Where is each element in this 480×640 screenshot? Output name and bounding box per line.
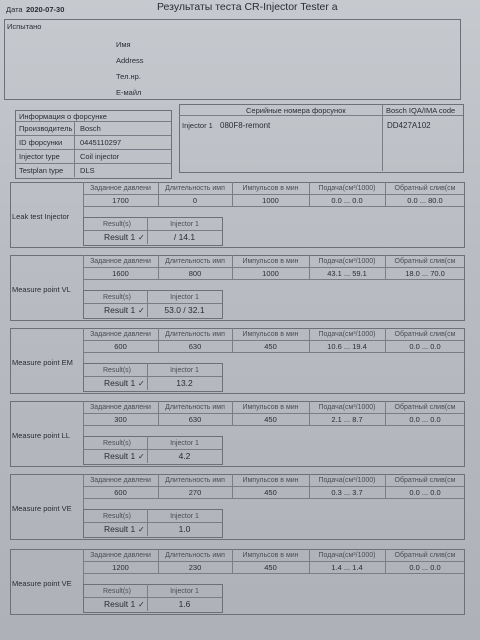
test-name: Measure point LL — [12, 431, 70, 440]
cell-pulses: 450 — [264, 488, 277, 497]
column-header: Длительность имп — [165, 331, 225, 338]
column-header: Заданное давлени — [90, 404, 151, 411]
column-header: Обратный слив(см — [394, 404, 456, 411]
cell-backflow: 0.0 ... 80.0 — [407, 196, 443, 205]
cell-backflow: 0.0 ... 0.0 — [409, 563, 441, 572]
divider — [83, 425, 464, 426]
column-header: Импульсов в мин — [242, 404, 299, 411]
cell-delivery: 1.4 ... 1.4 — [331, 563, 363, 572]
result-value: 1.6 — [178, 599, 191, 609]
code-title: Bosch IQA/IMA code — [386, 106, 456, 115]
info-value: DLS — [80, 166, 95, 175]
column-header: Импульсов в мин — [242, 552, 299, 559]
cell-duration: 630 — [188, 342, 202, 351]
test-name: Measure point VE — [12, 579, 72, 588]
info-value: Coil injector — [80, 152, 120, 161]
results-label: Result(s) — [103, 221, 132, 228]
results-label: Result(s) — [103, 588, 132, 595]
check-mark: ✓ — [138, 600, 145, 609]
column-header: Обратный слив(см — [394, 258, 456, 265]
test-name: Measure point VE — [12, 504, 72, 513]
field-name: Имя — [116, 40, 131, 49]
tested-label: Испытано — [7, 22, 42, 31]
divider — [83, 303, 222, 304]
divider — [83, 376, 222, 377]
page-title: Результаты теста CR-Injector Tester a — [157, 1, 338, 13]
cell-pulses: 450 — [264, 563, 277, 572]
result-value: 13.2 — [176, 378, 193, 388]
info-value: Bosch — [80, 124, 101, 133]
test-name: Leak test Injector — [12, 212, 70, 221]
cell-pulses: 1000 — [262, 269, 279, 278]
divider — [83, 279, 464, 280]
column-header: Подача(см³/1000) — [318, 477, 376, 484]
cell-pulses: 450 — [264, 342, 277, 351]
check-mark: ✓ — [138, 233, 145, 242]
iqa-code-value: DD427A102 — [387, 121, 431, 130]
column-header: Заданное давлени — [90, 331, 151, 338]
field-phone: Тел.нр. — [116, 72, 141, 81]
divider — [83, 498, 464, 499]
cell-pressure: 1600 — [112, 269, 129, 278]
divider — [83, 522, 222, 523]
column-header: Длительность имп — [165, 477, 225, 484]
field-address: Address — [116, 56, 144, 65]
column-header: Импульсов в мин — [242, 185, 299, 192]
results-label: Result(s) — [103, 513, 132, 520]
cell-delivery: 2.1 ... 8.7 — [331, 415, 363, 424]
info-label: Injector type — [19, 152, 60, 161]
result-row-label: Result 1 — [104, 305, 136, 315]
cell-delivery: 0.0 ... 0.0 — [331, 196, 363, 205]
column-header: Импульсов в мин — [242, 477, 299, 484]
cell-duration: 800 — [188, 269, 202, 278]
results-label: Result(s) — [103, 440, 132, 447]
result-row-label: Result 1 — [104, 378, 136, 388]
column-header: Заданное давлени — [90, 552, 151, 559]
tested-box — [4, 19, 461, 100]
column-header: Заданное давлени — [90, 477, 151, 484]
results-label: Result(s) — [103, 294, 132, 301]
result-row-label: Result 1 — [104, 524, 136, 534]
results-label: Result(s) — [103, 367, 132, 374]
divider — [83, 206, 464, 207]
cell-duration: 0 — [192, 196, 198, 205]
date-label: Дата — [6, 5, 23, 14]
cell-pulses: 450 — [264, 415, 277, 424]
cell-duration: 270 — [188, 488, 202, 497]
serials-title: Серийные номера форсунок — [246, 106, 346, 115]
column-header: Обратный слив(см — [394, 331, 456, 338]
result-value: 53.0 / 32.1 — [164, 305, 205, 315]
cell-pressure: 600 — [114, 342, 127, 351]
column-header: Импульсов в мин — [242, 331, 299, 338]
column-header: Длительность имп — [165, 258, 225, 265]
column-header: Обратный слив(см — [394, 552, 456, 559]
result-row-label: Result 1 — [104, 451, 136, 461]
column-header: Подача(см³/1000) — [318, 331, 376, 338]
injector-info-title: Информация о форсунке — [19, 112, 107, 121]
cell-delivery: 43.1 ... 59.1 — [327, 269, 367, 278]
cell-pressure: 1700 — [112, 196, 129, 205]
injector-label: Injector 1 — [170, 513, 199, 520]
divider — [83, 194, 464, 195]
divider — [83, 597, 222, 598]
divider — [83, 486, 464, 487]
divider — [83, 449, 222, 450]
injector-label: Injector 1 — [170, 367, 199, 374]
column-header: Длительность имп — [165, 185, 225, 192]
cell-pulses: 1000 — [262, 196, 279, 205]
divider — [83, 340, 464, 341]
info-label: Testplan type — [19, 166, 64, 175]
cell-duration: 230 — [188, 563, 202, 572]
cell-delivery: 10.6 ... 19.4 — [327, 342, 367, 351]
cell-backflow: 18.0 ... 70.0 — [405, 269, 445, 278]
info-label: Производитель — [19, 124, 73, 133]
column-header: Длительность имп — [165, 552, 225, 559]
cell-backflow: 0.0 ... 0.0 — [409, 415, 441, 424]
column-header: Длительность имп — [165, 404, 225, 411]
column-header: Заданное давлени — [90, 185, 151, 192]
cell-pressure: 1200 — [112, 563, 129, 572]
column-header: Подача(см³/1000) — [318, 185, 376, 192]
divider — [83, 230, 222, 231]
divider — [83, 561, 464, 562]
cell-pressure: 600 — [114, 488, 127, 497]
cell-duration: 630 — [188, 415, 202, 424]
serial-injector-label: Injector 1 — [182, 121, 213, 130]
injector-label: Injector 1 — [170, 440, 199, 447]
cell-delivery: 0.3 ... 3.7 — [331, 488, 363, 497]
injector-label: Injector 1 — [170, 294, 199, 301]
check-mark: ✓ — [138, 452, 145, 461]
column-header: Заданное давлени — [90, 258, 151, 265]
result-row-label: Result 1 — [104, 599, 136, 609]
result-value: 1.0 — [178, 524, 191, 534]
date-value: 2020-07-30 — [26, 5, 65, 14]
cell-pressure: 300 — [114, 415, 127, 424]
result-row-label: Result 1 — [104, 232, 136, 242]
test-name: Measure point EM — [12, 358, 73, 367]
divider — [83, 352, 464, 353]
divider — [83, 267, 464, 268]
column-header: Подача(см³/1000) — [318, 258, 376, 265]
column-header: Подача(см³/1000) — [318, 404, 376, 411]
result-value: 4.2 — [178, 451, 191, 461]
field-email: E-майл — [116, 88, 142, 97]
cell-backflow: 0.0 ... 0.0 — [409, 488, 441, 497]
cell-backflow: 0.0 ... 0.0 — [409, 342, 441, 351]
column-header: Обратный слив(см — [394, 185, 456, 192]
injector-label: Injector 1 — [170, 221, 199, 228]
result-value: / 14.1 — [173, 232, 196, 242]
info-label: ID форсунки — [19, 138, 63, 147]
divider — [83, 573, 464, 574]
injector-label: Injector 1 — [170, 588, 199, 595]
column-header: Импульсов в мин — [242, 258, 299, 265]
check-mark: ✓ — [138, 525, 145, 534]
divider — [83, 413, 464, 414]
check-mark: ✓ — [138, 306, 145, 315]
column-header: Подача(см³/1000) — [318, 552, 376, 559]
test-name: Measure point VL — [12, 285, 71, 294]
serial-injector-value: 080F8-remont — [220, 121, 271, 130]
column-header: Обратный слив(см — [394, 477, 456, 484]
check-mark: ✓ — [138, 379, 145, 388]
info-value: 0445110297 — [80, 138, 122, 147]
